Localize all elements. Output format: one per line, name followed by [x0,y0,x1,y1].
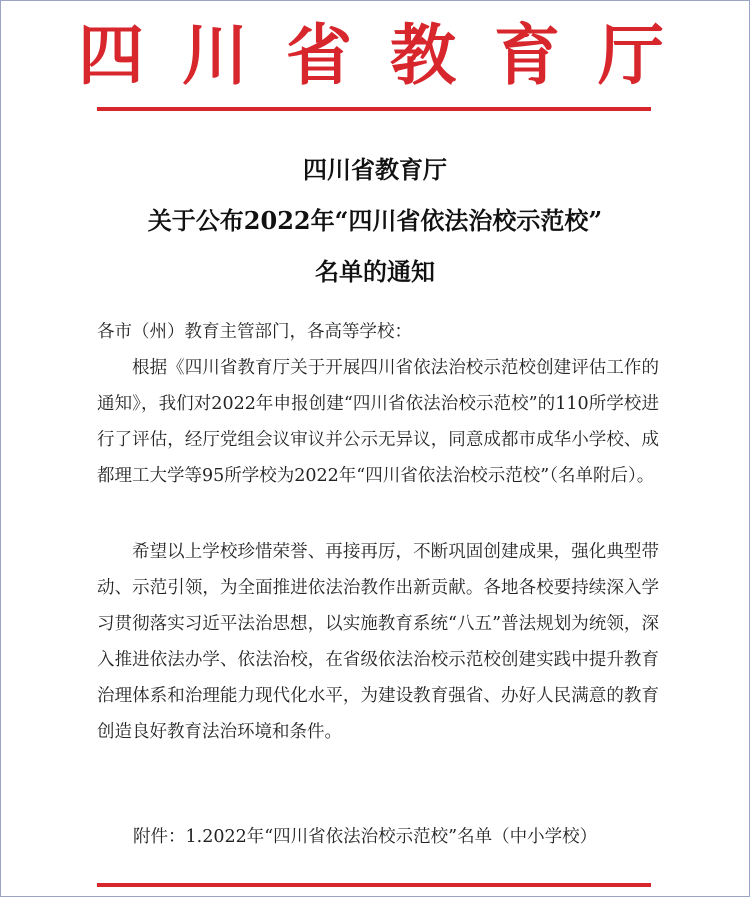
masthead: 四川省教育厅 [78,17,702,94]
title-line-2: 关于公布2022年“四川省依法治校示范校” [147,206,603,235]
masthead-red-rule [97,107,651,111]
salutation: 各市（州）教育主管部门，各高等学校： [97,322,412,342]
body-paragraph: 根据《四川省教育厅关于开展四川省依法治校示范校创建评估工作的通知》，我们对2022年申报创建“四川省依法治校示范校”的110所学校进行了评估，经厅党组会议审议并公示无异议，同意成都市成华小学校、成都理工大学等95所学校为2022年“四川省依法治校示范校”（名单附后）。 [97,358,659,486]
attachment-line: 附件：1.2022年“四川省依法治校示范校”名单（中小学校） [133,827,598,847]
title-line-1: 四川省教育厅 [303,155,447,184]
body-paragraph: 希望以上学校珍惜荣誉、再接再厉，不断巩固创建成果，强化典型带动、示范引领，为全面推进依法治教作出新贡献。各地各校要持续深入学习贯彻落实习近平法治思想，以实施教育系统“八五”普法规划为统领，深入推进依法办学、依法治校，在省级依法治校示范校创建实践中提升教育治理体系和治理能力现代化水平，为建设教育强省、办好人民满意的教育创造良好教育法治环境和条件。 [97,542,659,742]
title-line-3: 名单的通知 [315,257,435,286]
footer-red-rule [97,883,651,887]
